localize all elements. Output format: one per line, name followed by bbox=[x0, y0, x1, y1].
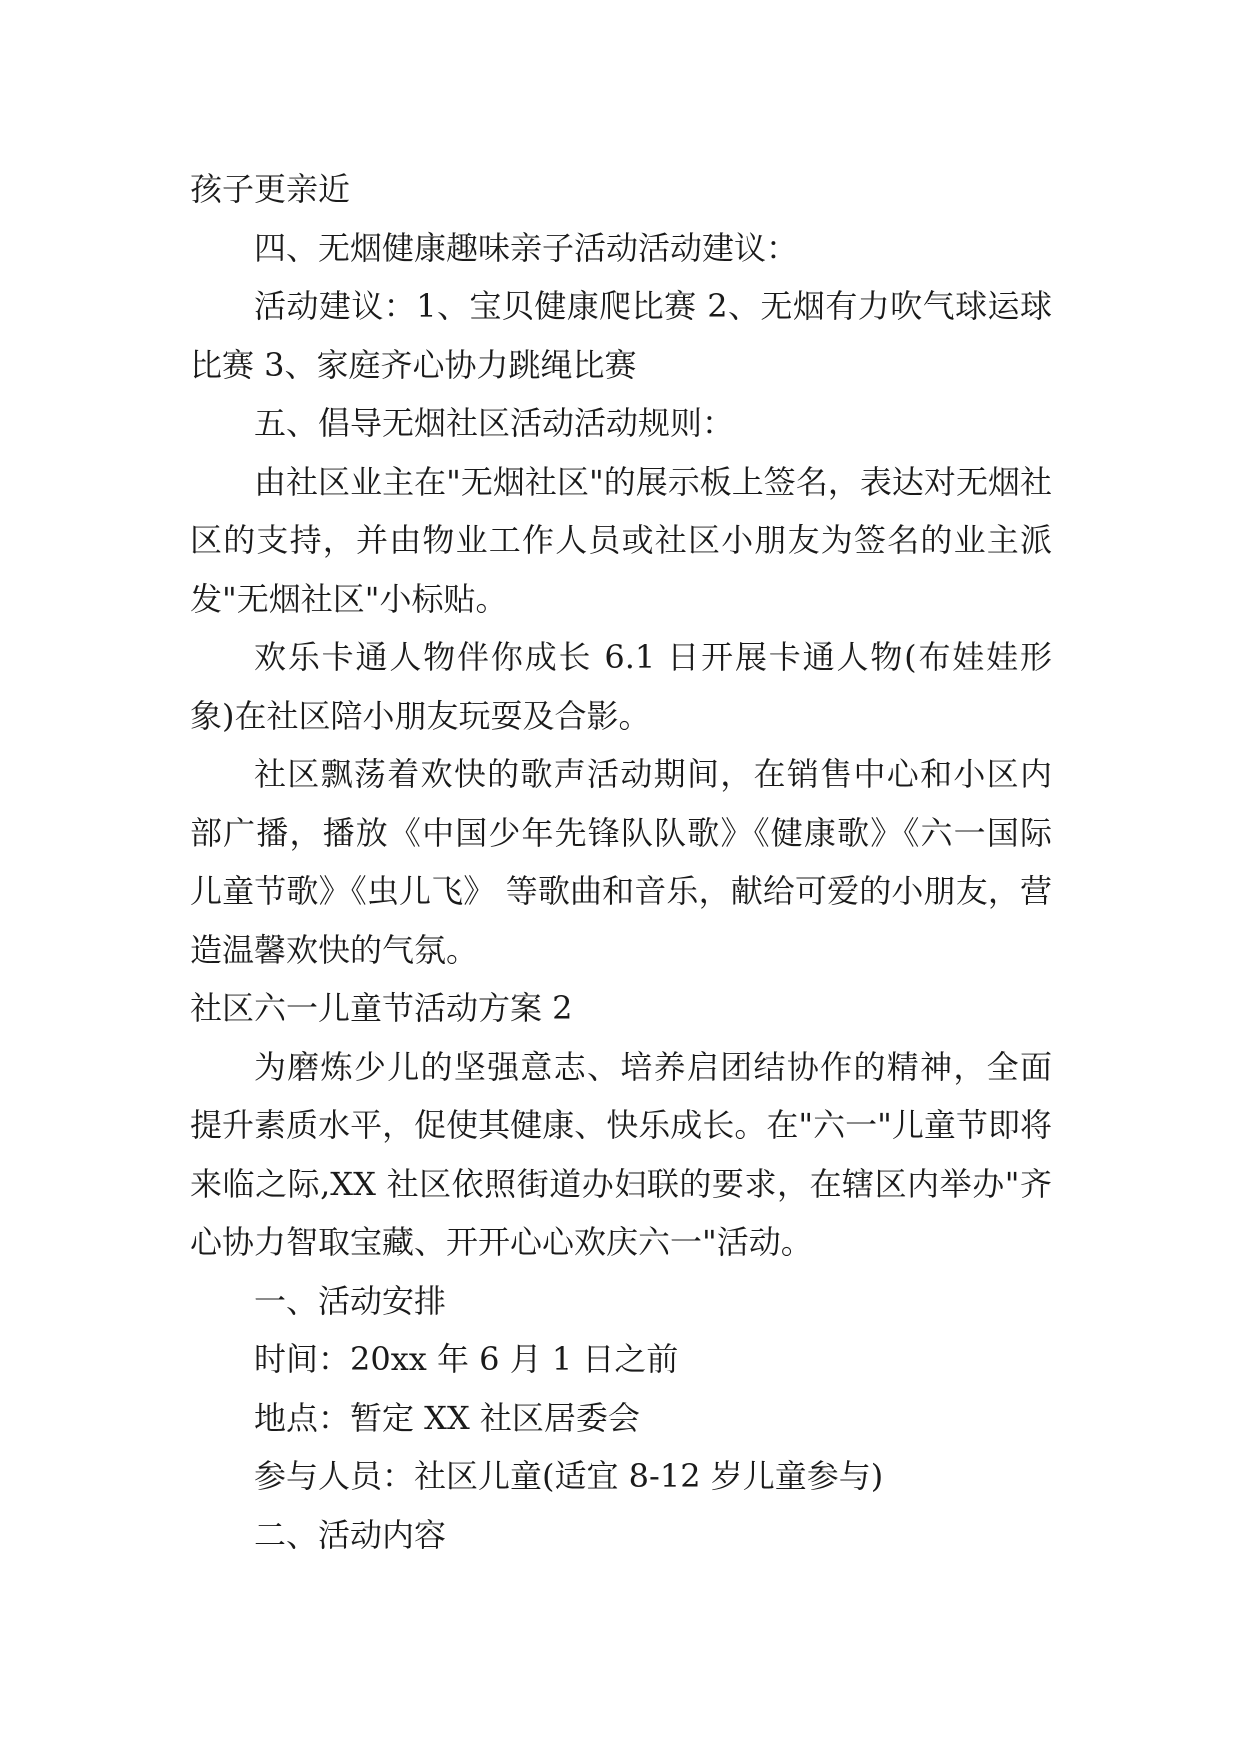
section-heading: 五、倡导无烟社区活动活动规则： bbox=[254, 404, 735, 442]
paragraph: 由社区业主在"无烟社区"的展示板上签名，表达对无烟社区的支持，并由物业工作人员或社区小朋友为签名的业主派发"无烟社区"小标贴。 bbox=[190, 462, 1052, 618]
section-heading: 一、活动安排 bbox=[254, 1281, 447, 1320]
paragraph: 欢乐卡通人物伴你成长 6.1 日开展卡通人物(布娃娃形象)在社区陪小朋友玩耍及合影。 bbox=[190, 638, 1052, 735]
paragraph: 社区飘荡着欢快的歌声活动期间，在销售中心和小区内部广播，播放《中国少年先锋队队歌》《健康歌》《六一国际儿童节歌》《虫儿飞》 等歌曲和音乐，献给可爱的小朋友，营造温馨欢快的气氛。 bbox=[190, 755, 1052, 969]
location-line: 地点：暂定 XX 社区居委会 bbox=[254, 1398, 640, 1437]
participants-line: 参与人员：社区儿童(适宜 8-12 岁儿童参与) bbox=[254, 1457, 884, 1495]
time-line: 时间：20xx 年 6 月 1 日之前 bbox=[254, 1340, 679, 1378]
section-heading: 四、无烟健康趣味亲子活动活动建议： bbox=[254, 228, 799, 267]
paragraph: 活动建议：1、宝贝健康爬比赛 2、无烟有力吹气球运球比赛 3、家庭齐心协力跳绳比赛 bbox=[190, 287, 1052, 384]
paragraph: 孩子更亲近 bbox=[190, 170, 351, 208]
document-title: 社区六一儿童节活动方案 2 bbox=[190, 989, 573, 1027]
section-heading: 二、活动内容 bbox=[254, 1515, 447, 1554]
paragraph: 为磨炼少儿的坚强意志、培养启团结协作的精神，全面提升素质水平，促使其健康、快乐成长。在"六一"儿童节即将来临之际,XX 社区依照街道办妇联的要求，在辖区内举办"齐心协力智取宝藏、开开心心欢庆六一"活动。 bbox=[190, 1047, 1052, 1261]
document-body bbox=[190, 160, 1052, 1564]
